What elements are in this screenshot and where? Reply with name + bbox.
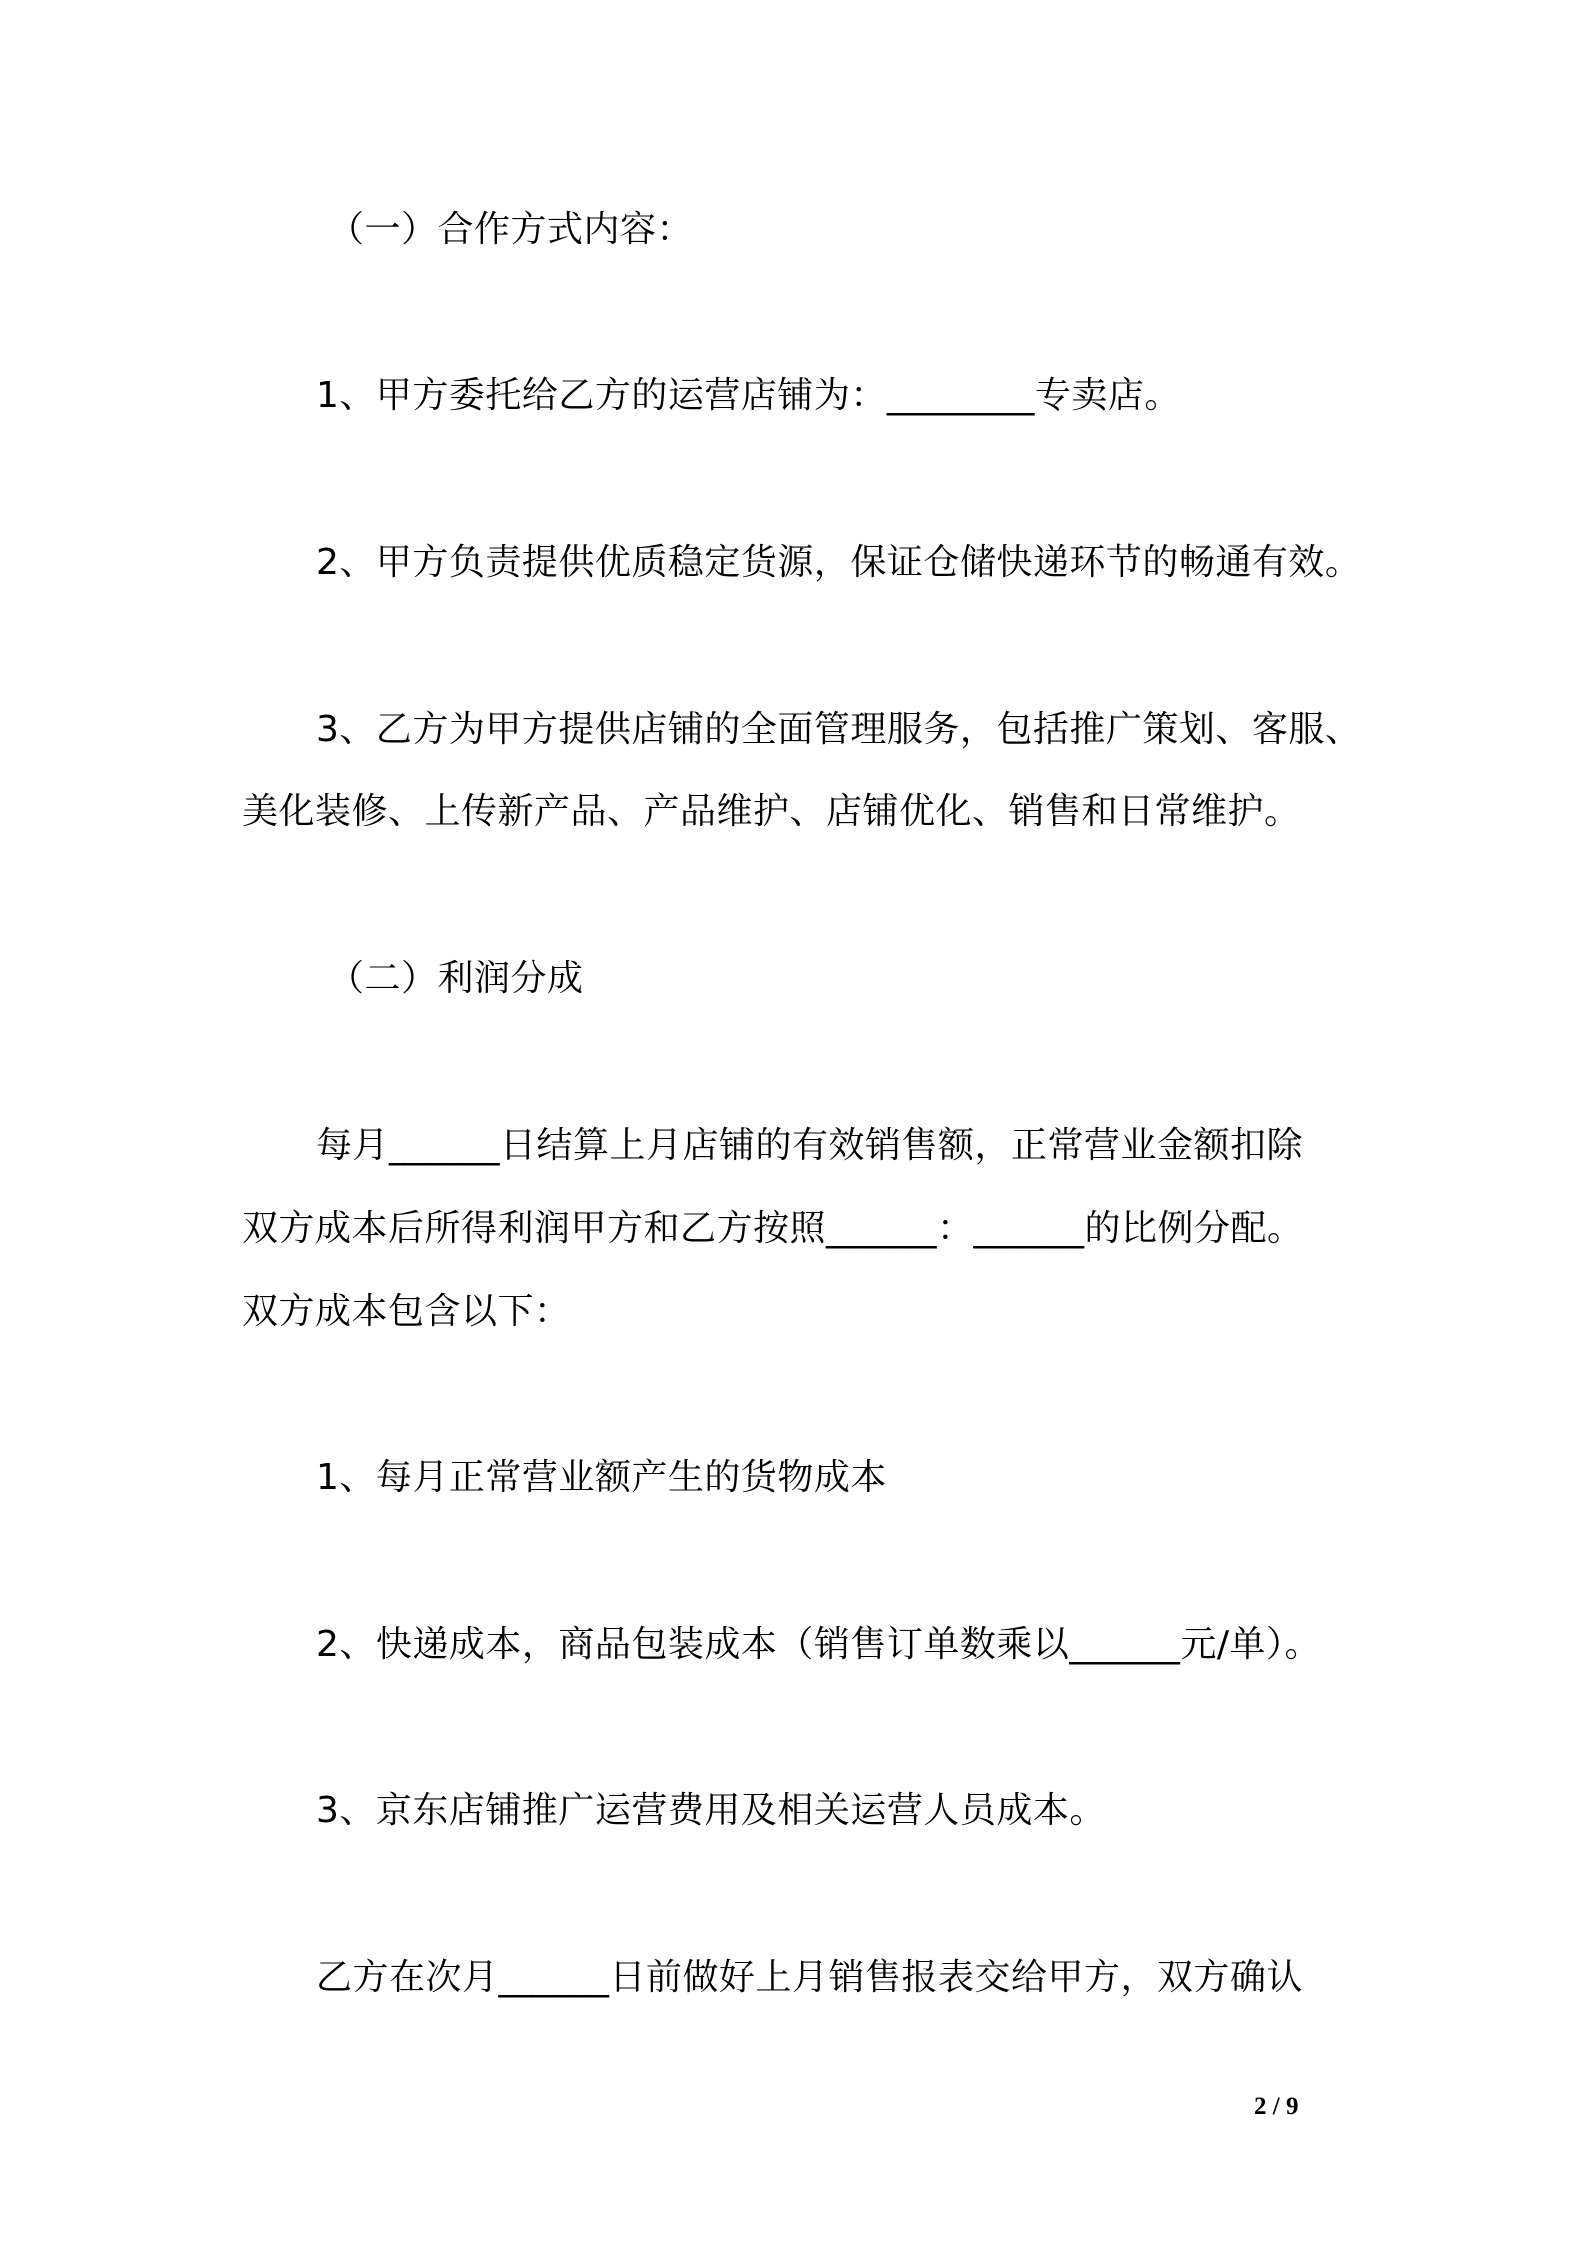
profit-paragraph-line-2: 双方成本后所得利润甲方和乙方按照______：______的比例分配。 xyxy=(242,1208,1304,1249)
clause-3-service-line-1: 3、乙方为甲方提供店铺的全面管理服务，包括推广策划、客服、 xyxy=(316,709,1362,750)
section-heading-cooperation: （一）合作方式内容： xyxy=(328,209,694,250)
cost-item-3: 3、京东店铺推广运营费用及相关运营人员成本。 xyxy=(316,1790,1106,1831)
profit-paragraph-line-3: 双方成本包含以下： xyxy=(242,1291,571,1332)
clause-2-supply: 2、甲方负责提供优质稳定货源，保证仓储快递环节的畅通有效。 xyxy=(316,542,1362,583)
cost-item-1: 1、每月正常营业额产生的货物成本 xyxy=(316,1457,887,1498)
clause-3-service-line-2: 美化装修、上传新产品、产品维护、店铺优化、销售和日常维护。 xyxy=(242,791,1301,832)
page-number: 2 / 9 xyxy=(1254,2093,1299,2120)
cost-item-2: 2、快递成本，商品包装成本（销售订单数乘以______元/单）。 xyxy=(316,1624,1322,1665)
section-heading-profit: （二）利润分成 xyxy=(328,958,584,999)
clause-1-store: 1、甲方委托给乙方的运营店铺为：________专卖店。 xyxy=(316,375,1181,416)
report-paragraph-line-1: 乙方在次月______日前做好上月销售报表交给甲方，双方确认 xyxy=(316,1957,1304,1998)
profit-paragraph-line-1: 每月______日结算上月店铺的有效销售额，正常营业金额扣除 xyxy=(316,1125,1304,1166)
